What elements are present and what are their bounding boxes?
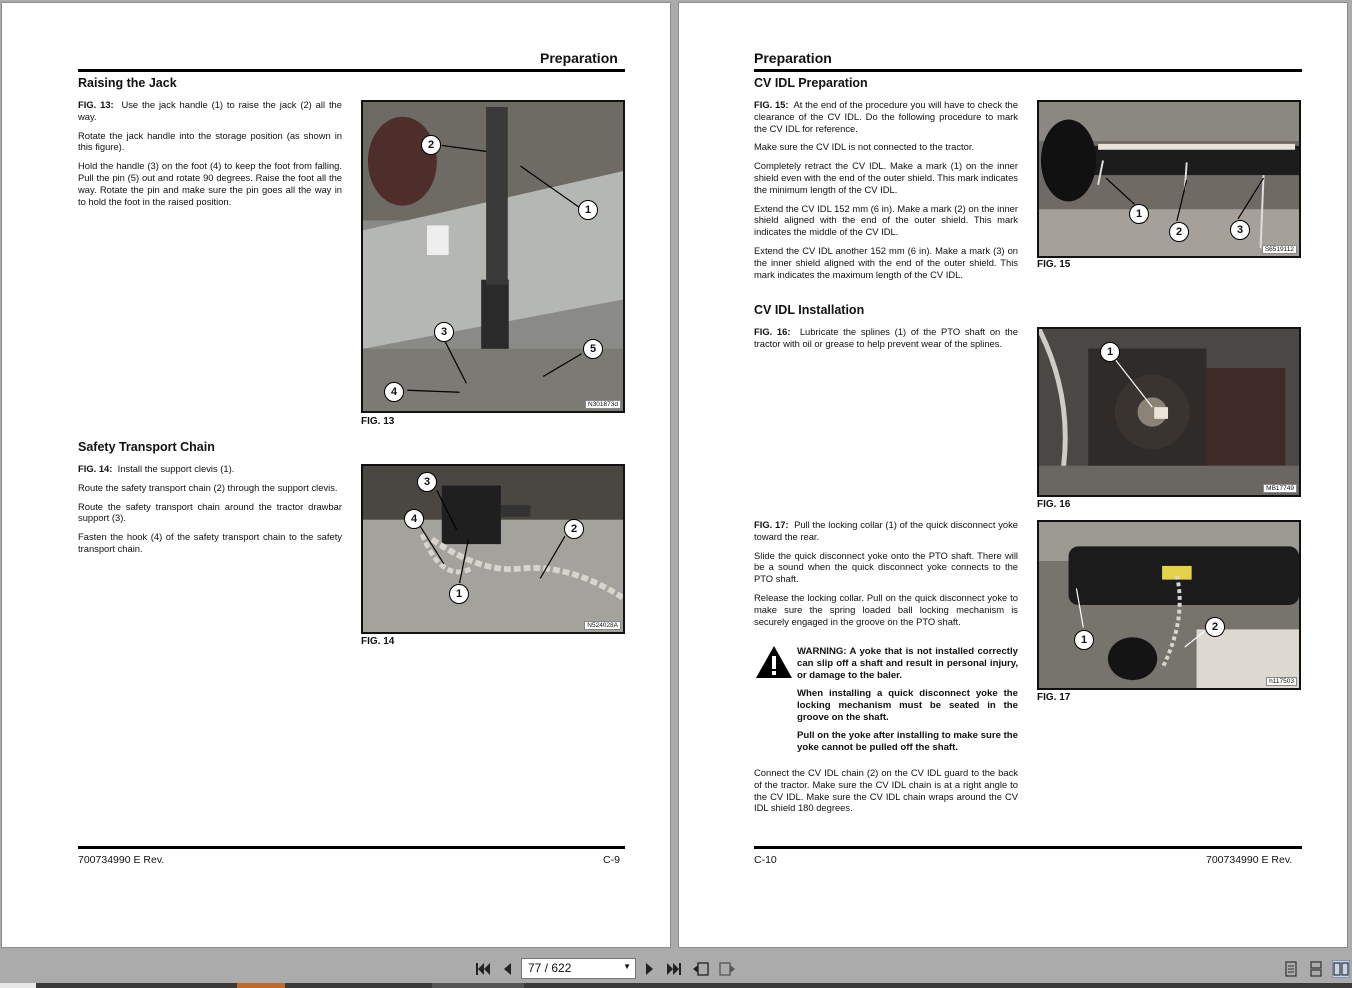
callout-2: 2 (1205, 617, 1225, 637)
paragraph: Make sure the CV IDL is not connected to the tractor. (754, 141, 975, 153)
footer-page-number: C-10 (754, 854, 777, 866)
paragraph: Extend the CV IDL 152 mm (6 in). Make a mark (2) on the inner shield aligned with the end of the outer shield. This mark indicates the middle of the CV IDL. (754, 202, 1018, 238)
page-indicator: 77 / 622 (528, 961, 572, 975)
callout-4: 4 (384, 382, 404, 402)
two-page-view-icon[interactable] (1332, 960, 1350, 978)
callout-3: 3 (417, 472, 437, 492)
page-number-input[interactable] (521, 958, 636, 979)
previous-page-icon[interactable] (498, 960, 516, 978)
paragraph: Pull the locking collar (1) of the quick disconnect yoke toward the rear. (754, 519, 1018, 542)
callout-1: 1 (449, 584, 469, 604)
figure-code: N524028A (584, 621, 621, 630)
callout-1: 1 (1074, 630, 1094, 650)
fig-ref: FIG. 17: (754, 519, 789, 530)
go-back-view-icon[interactable] (692, 960, 710, 978)
figure-code: h117503 (1266, 677, 1297, 686)
callout-2: 2 (564, 519, 584, 539)
paragraph: Install the support clevis (1). (117, 463, 235, 474)
cv-idl-chain-text (754, 767, 1018, 821)
section-title-raising-jack: Raising the Jack (78, 76, 177, 90)
section-title-safety-chain: Safety Transport Chain (78, 440, 215, 454)
footer-rule (754, 846, 1302, 849)
paragraph: Lubricate the splines (1) of the PTO shaft on the tractor with oil or grease to help prevent wear of the splines. (754, 326, 1018, 349)
right-page (678, 2, 1348, 948)
paragraph: Connect the CV IDL chain (2) on the CV IDL guard to the back of the tractor. Make sure the CV IDL chain is at a right angle to the CV IDL. Make sure the CV IDL chain wraps around the CV IDL shield 180 degrees. (754, 767, 1018, 814)
header-rule (78, 69, 625, 72)
callout-3: 3 (434, 322, 454, 342)
callout-5: 5 (583, 339, 603, 359)
figure-15-image (1037, 100, 1301, 258)
paragraph: Hold the handle (3) on the foot (4) to keep the foot from falling. Pull the pin (5) out and rotate 90 degrees. Raise the foot all the way. Rotate the pin and make sure the pin goes all the way in to hold the foot in the raised position. (78, 160, 342, 207)
warning-triangle-icon (755, 645, 793, 679)
footer-page-number: C-9 (603, 854, 620, 866)
section-title-cv-idl-prep: CV IDL Preparation (754, 76, 868, 90)
header-rule (754, 69, 1302, 72)
footer-doc-number: 700734990 E Rev. (1206, 854, 1293, 866)
figure-caption: FIG. 16 (1037, 499, 1071, 510)
paragraph: Use the jack handle (1) to raise the jack (2) all the way. (78, 99, 342, 122)
figure-code: S6519112 (1262, 245, 1297, 254)
fig-ref: FIG. 14: (78, 463, 113, 474)
figure-17-image (1037, 520, 1301, 690)
callout-4: 4 (404, 509, 424, 529)
paragraph: Route the safety transport chain (2) through the support clevis. (78, 481, 338, 493)
chevron-down-icon[interactable]: ▼ (623, 962, 631, 971)
paragraph: Release the locking collar. Pull on the quick disconnect yoke to make sure the spring loaded ball locking mechanism is securely engaged in the groove on the PTO shaft. (754, 591, 1018, 627)
fig-ref: FIG. 16: (754, 326, 791, 337)
callout-1: 1 (1100, 342, 1120, 362)
left-page (1, 2, 671, 948)
paragraph: Route the safety transport chain around the tractor drawbar support (3). (78, 500, 342, 524)
figure-caption: FIG. 13 (361, 416, 395, 427)
footer-rule (78, 846, 625, 849)
cv-idl-install-text (754, 326, 1018, 357)
page-header: Preparation (540, 50, 618, 66)
warning-text: WARNING: A yoke that is not installed correctly can slip off a shaft and result in personal injury, or damage to the baler. (797, 646, 1018, 681)
paragraph: Rotate the jack handle into the storage position (as shown in this figure). (78, 129, 342, 153)
figure-16-image (1037, 327, 1301, 497)
warning-text: Pull on the yoke after installing to make sure the yoke cannot be pulled off the shaft. (797, 730, 1018, 753)
figure-caption: FIG. 17 (1037, 692, 1071, 703)
warning-text: When installing a quick disconnect yoke the locking mechanism must be seated in the groove on the shaft. (797, 688, 1018, 723)
figure-14-image (361, 464, 625, 634)
fig-ref: FIG. 13: (78, 99, 114, 110)
warning-block (797, 646, 1018, 760)
taskbar-strip (0, 983, 1352, 988)
first-page-icon[interactable] (474, 960, 492, 978)
safety-chain-text (78, 463, 342, 562)
section-title-cv-idl-install: CV IDL Installation (754, 303, 865, 317)
paragraph: Fasten the hook (4) of the safety transport chain to the safety transport chain. (78, 531, 342, 554)
figure-code: MB17749 (1263, 484, 1297, 493)
paragraph: At the end of the procedure you will have to check the clearance of the CV IDL. Do the following procedure to mark the CV IDL for reference. (754, 99, 1018, 134)
quick-disconnect-text (754, 519, 1018, 634)
go-forward-view-icon[interactable] (718, 960, 736, 978)
cv-idl-prep-text (754, 99, 1018, 287)
fig-ref: FIG. 15: (754, 99, 789, 110)
next-page-icon[interactable] (641, 960, 659, 978)
figure-caption: FIG. 15 (1037, 259, 1071, 270)
continuous-view-icon[interactable] (1307, 960, 1325, 978)
page-header: Preparation (754, 50, 832, 66)
figure-13-image (361, 100, 625, 413)
callout-2: 2 (421, 135, 441, 155)
figure-code: N301873d (585, 400, 621, 409)
raising-jack-text (78, 99, 342, 214)
single-page-view-icon[interactable] (1282, 960, 1300, 978)
last-page-icon[interactable] (665, 960, 683, 978)
paragraph: Extend the CV IDL another 152 mm (6 in). Make a mark (3) on the inner shield aligned with the end of the outer shield. This mark indicates the maximum length of the CV IDL. (754, 244, 1018, 280)
callout-3: 3 (1230, 220, 1250, 240)
callout-2: 2 (1169, 222, 1189, 242)
footer-doc-number: 700734990 E Rev. (78, 854, 165, 866)
paragraph: Slide the quick disconnect yoke onto the PTO shaft. There will be a sound when the quick disconnect yoke connects to the PTO shaft. (754, 549, 1018, 585)
paragraph: Completely retract the CV IDL. Make a mark (1) on the inner shield even with the end of the outer shield. This mark indicates the minimum length of the CV IDL. (754, 160, 1018, 195)
callout-1: 1 (1129, 204, 1149, 224)
figure-caption: FIG. 14 (361, 636, 395, 647)
callout-1: 1 (578, 200, 598, 220)
